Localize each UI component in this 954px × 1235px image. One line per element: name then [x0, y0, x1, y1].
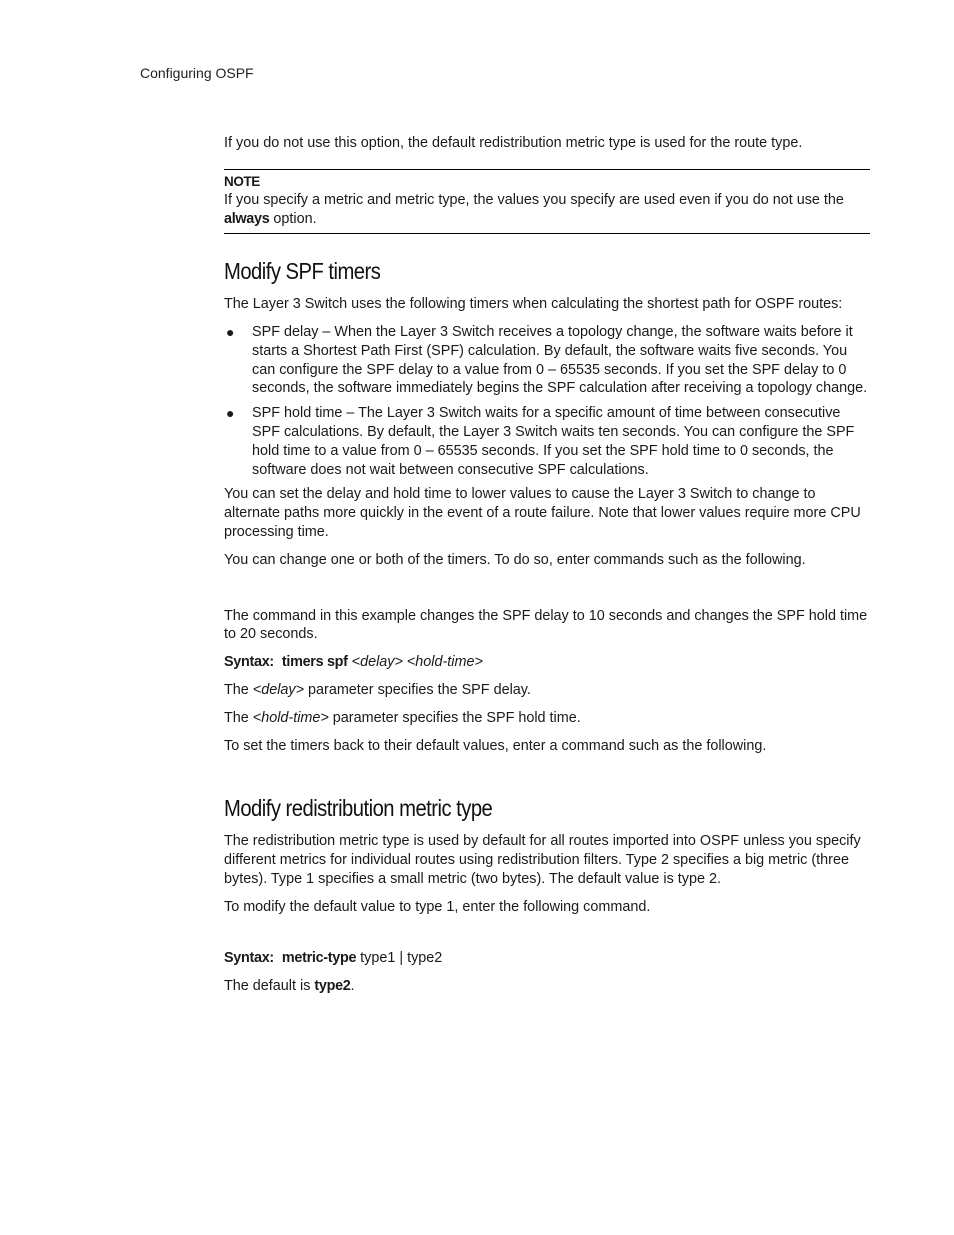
lower-values-paragraph: You can set the delay and hold time to lower values to cause the Layer 3 Switch to change to alternate paths more quickly in the event of a route failure. Note that lower values require more CPU processing time. [224, 486, 861, 540]
list-item [224, 404, 870, 479]
hold-before: The [224, 709, 253, 726]
delay-after: parameter specifies the SPF delay. [304, 681, 531, 698]
redistribution-heading: Modify redistribution metric type [224, 795, 493, 822]
hold-param-paragraph [224, 709, 870, 728]
note-label: NOTE [224, 173, 260, 189]
note-text [224, 191, 870, 229]
default-before: The default is [224, 978, 315, 995]
spf-syntax-line [224, 653, 870, 672]
default-after: . [350, 978, 355, 995]
redistribution-intro: The redistribution metric type is used by default for all routes imported into OSPF unless you specify different metrics for individual routes using redistribution filters. Type 2 specifies a big metric (three bytes). Type 1 specifies a small metric (two bytes). The default value is type 2. [224, 833, 861, 887]
syntax-params: type1 | type2 [356, 950, 443, 967]
syntax-label: Syntax: [224, 654, 274, 671]
default-value: type2 [314, 978, 351, 995]
syntax-command: metric-type [281, 950, 357, 967]
note-text-after: option. [269, 210, 317, 227]
syntax-command: timers spf [281, 654, 348, 671]
bullet-text: SPF delay – When the Layer 3 Switch receives a topology change, the software waits before it starts a Shortest Path First (SPF) calculation. By default, the software waits five seconds. You can configure the SPF delay to a value from 0 – 65535 seconds. If you set the SPF delay to 0 seconds, the software immediately begins the SPF calculation after receiving a topology change. [252, 323, 868, 397]
intro-paragraph: If you do not use this option, the default redistribution metric type is used for the route type. [224, 135, 803, 151]
change-timers-paragraph: You can change one or both of the timers. To do so, enter commands such as the following. [224, 551, 806, 568]
hold-after: parameter specifies the SPF hold time. [328, 709, 581, 726]
modify-default-paragraph: To modify the default value to type 1, enter the following command. [224, 898, 651, 915]
command-example-space [224, 925, 870, 949]
note-text-before: If you specify a metric and metric type, the values you specify are used even if you do not use the [224, 191, 844, 208]
spf-heading: Modify SPF timers [224, 258, 381, 285]
running-header: Configuring OSPF [140, 65, 254, 81]
note-box [224, 169, 870, 235]
note-keyword: always [224, 210, 270, 227]
example-paragraph: The command in this example changes the SPF delay to 10 seconds and changes the SPF hold time to 20 seconds. [224, 607, 868, 643]
delay-param: <delay> [252, 681, 305, 698]
delay-param-paragraph [224, 681, 870, 700]
bullet-icon: ● [226, 323, 235, 340]
syntax-label: Syntax: [224, 950, 274, 967]
page-content [224, 134, 870, 1005]
default-value-paragraph [224, 977, 870, 996]
syntax-params: <delay> <hold-time> [347, 654, 483, 671]
hold-param: <hold-time> [252, 709, 329, 726]
default-timers-paragraph: To set the timers back to their default values, enter a command such as the following. [224, 737, 767, 754]
bullet-icon: ● [226, 405, 235, 422]
spf-bullet-list [224, 323, 870, 479]
command-example-space [224, 579, 870, 607]
bullet-text: SPF hold time – The Layer 3 Switch waits for a specific amount of time between consecutive SPF calculations. By default, the Layer 3 Switch waits ten seconds. You can configure the SPF hold time to a value from 0 – 65535 seconds. If you set the SPF hold time to 0 seconds, the software does not wait between consecutive SPF calculations. [252, 405, 855, 478]
metric-syntax-line [224, 949, 870, 968]
list-item [224, 323, 870, 398]
delay-before: The [224, 681, 253, 698]
spf-intro: The Layer 3 Switch uses the following timers when calculating the shortest path for OSPF routes: [224, 296, 843, 313]
